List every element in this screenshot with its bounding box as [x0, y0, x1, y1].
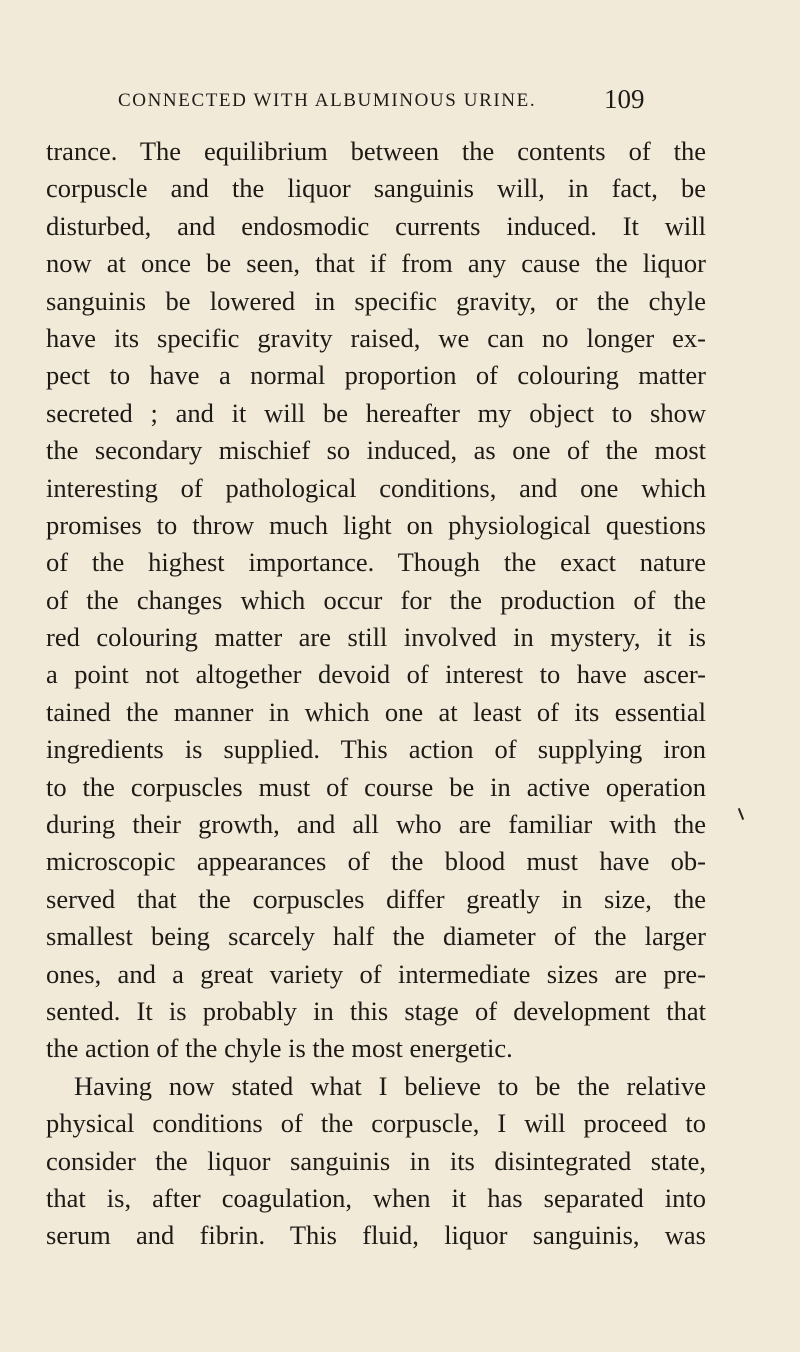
text-line: of the highest importance. Though the exact nature	[46, 547, 706, 578]
text-line: tained the manner in which one at least of its essential	[46, 696, 706, 727]
text-line: Having now stated what I believe to be the relative	[74, 1070, 706, 1101]
text-line: to the corpuscles must of course be in active operation	[46, 771, 706, 802]
text-line: ones, and a great variety of intermediate sizes are pre-	[46, 958, 706, 989]
text-line: corpuscle and the liquor sanguinis will, in fact, be	[46, 173, 706, 204]
text-line: sented. It is probably in this stage of development that	[46, 995, 706, 1026]
text-line: microscopic appearances of the blood must have ob-	[46, 846, 706, 877]
text-line: that is, after coagulation, when it has separated into	[46, 1182, 706, 1213]
text-line: interesting of pathological conditions, and one which	[46, 472, 706, 503]
running-title: CONNECTED WITH ALBUMINOUS URINE.	[118, 90, 537, 111]
text-line: sanguinis be lowered in specific gravity, or the chyle	[46, 285, 706, 316]
text-line: of the changes which occur for the production of the	[46, 584, 706, 615]
text-line: trance. The equilibrium between the contents of the	[46, 136, 706, 166]
text-line: disturbed, and endosmodic currents induced. It will	[46, 210, 706, 241]
text-line: have its specific gravity raised, we can no longer ex-	[46, 322, 706, 353]
text-line: pect to have a normal proportion of colouring matter	[46, 360, 706, 391]
text-line: the secondary mischief so induced, as one of the most	[46, 435, 706, 466]
running-head	[118, 84, 718, 120]
text-line: red colouring matter are still involved in mystery, it is	[46, 622, 706, 653]
body-text	[46, 133, 706, 1255]
text-line: during their growth, and all who are familiar with the	[46, 809, 706, 840]
text-line: a point not altogether devoid of interest to have ascer-	[46, 659, 706, 690]
text-line: smallest being scarcely half the diameter of the larger	[46, 921, 706, 952]
text-line: now at once be seen, that if from any cause the liquor	[46, 248, 706, 279]
text-line: ingredients is supplied. This action of supplying iron	[46, 734, 706, 765]
text-line: the action of the chyle is the most energetic.	[46, 1033, 513, 1064]
text-line: consider the liquor sanguinis in its disintegrated state,	[46, 1145, 706, 1176]
text-line: serum and fibrin. This fluid, liquor sanguinis, was	[46, 1220, 706, 1251]
margin-mark	[738, 808, 744, 820]
text-line: promises to throw much light on physiological questions	[46, 509, 706, 540]
page-number: 109	[604, 84, 645, 114]
text-line: served that the corpuscles differ greatly in size, the	[46, 883, 706, 914]
text-line: physical conditions of the corpuscle, I will proceed to	[46, 1108, 706, 1139]
text-line: secreted ; and it will be hereafter my object to show	[46, 397, 706, 428]
